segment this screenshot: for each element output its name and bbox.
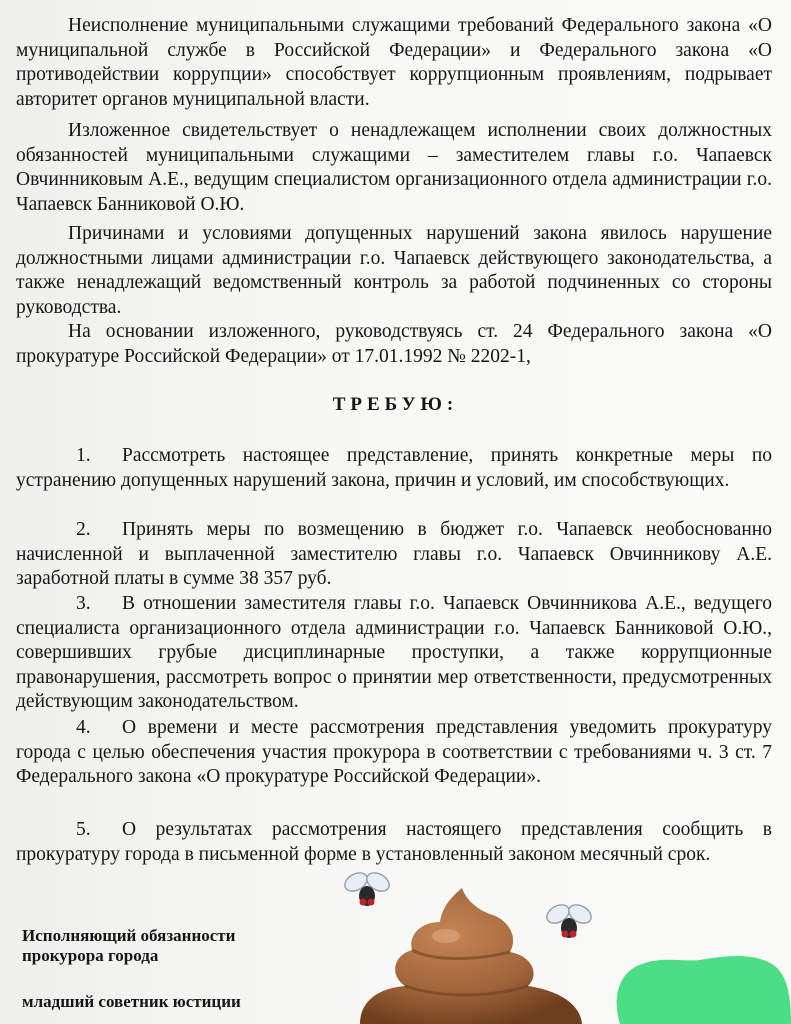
demand-heading: ТРЕБУЮ: [332,394,459,415]
item-text: Принять меры по возмещению в бюджет г.о. Чапаевск необоснованно начисленной и выплаченной заместителю главы г.о. Чапаевск Овчинникову А.Е. заработной платы в сумме 38 357 руб. [16,519,772,589]
demand-item [16,518,772,592]
item-number: 1. [76,445,91,466]
item-number: 2. [76,519,91,540]
signature-line: младший советник юстиции [22,992,241,1011]
demand-item [16,444,772,493]
signature-line: Исполняющий обязанности [22,926,236,945]
item-text: Рассмотреть настоящее представление, принять конкретные меры по устранению допущенных нарушений закона, причин и условий, им способствующих. [16,445,772,491]
fly-icon [340,866,394,912]
item-number: 5. [76,819,91,840]
signature-block [22,926,241,1012]
demand-item [16,592,772,715]
demand-item [16,818,772,867]
item-number: 3. [76,593,91,614]
fly-icon [544,898,594,944]
paragraph-3: Причинами и условиями допущенных нарушений закона явилось нарушение должностными лицами администрации г.о. Чапаевск действующего законодательства, а также ненадлежащий ведомственный контроль за работой подчиненных со стороны руководства. [16,223,772,318]
item-text: О времени и месте рассмотрения представления уведомить прокуратуру города с целью обеспечения участия прокурора в соответствии с требованиями ч. 3 ст. 7 Федерального закона «О прокуратуре Российской Федерации». [16,717,772,787]
paragraph-4: На основании изложенного, руководствуясь ст. 24 Федерального закона «О прокуратуре Российской Федерации» от 17.01.1992 № 2202-1, [16,321,772,367]
paragraph-2: Изложенное свидетельствует о ненадлежащем исполнении своих должностных обязанностей муниципальными служащими – заместителем главы г.о. Чапаевск Овчинниковым А.Е., ведущим специалистом организационного отдела администрации г.о. Чапаевск Банниковой О.Ю. [16,120,772,215]
paragraph-1: Неисполнение муниципальными служащими требований Федерального закона «О муниципальной службе в Российской Федерации» и Федерального закона «О противодействии коррупции» способствует коррупционным проявлениям, подрывает авторитет органов муниципальной власти. [16,15,772,110]
item-number: 4. [76,717,91,738]
demand-item [16,716,772,790]
green-blob [612,948,791,1024]
item-text: В отношении заместителя главы г.о. Чапаевск Овчинникова А.Е., ведущего специалиста организационного отдела администрации г.о. Чапаевск Банниковой О.Ю., совершивших грубые дисциплинарные проступки, а также коррупционные правонарушения, рассмотреть вопрос о принятии мер ответственности, предусмотренных действующим законодательством. [16,593,772,712]
signature-line: прокурора города [22,946,159,965]
item-text: О результатах рассмотрения настоящего представления сообщить в прокуратуру города в письменной форме в установленный законом месячный срок. [16,819,772,865]
